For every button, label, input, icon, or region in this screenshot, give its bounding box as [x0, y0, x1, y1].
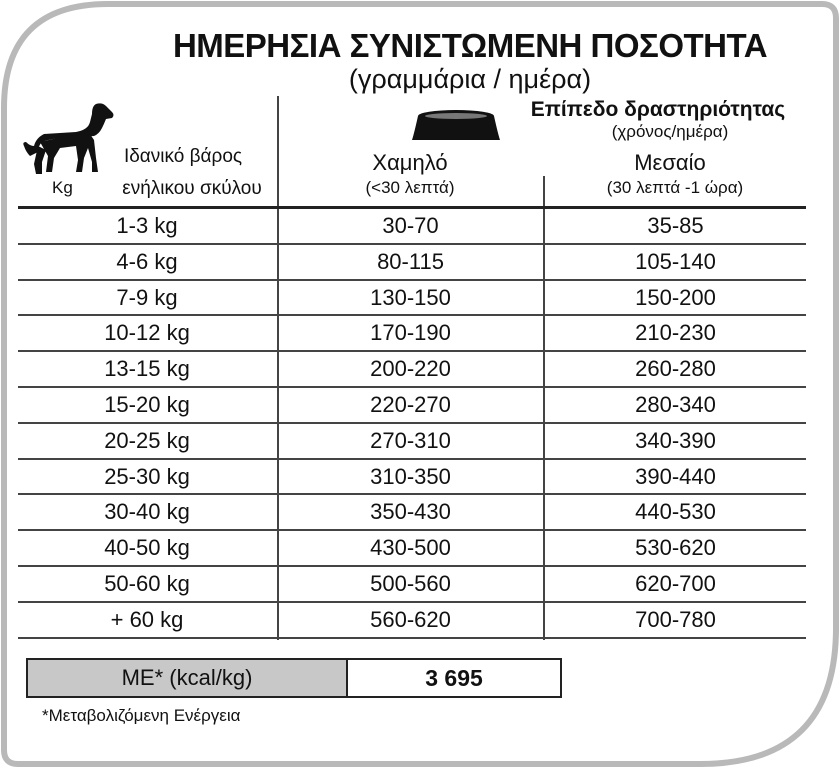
- column-low-name: Χαμηλό: [372, 150, 448, 175]
- weight-cell: 15-20 kg: [104, 392, 190, 417]
- table-row: [18, 494, 806, 530]
- low-activity-cell: 310-350: [370, 463, 451, 489]
- low-activity-cell: 130-150: [370, 284, 451, 310]
- low-activity-cell: 220-270: [370, 392, 451, 417]
- low-activity-cell: 200-220: [370, 356, 451, 382]
- table-row: [18, 602, 806, 638]
- weight-cell: 1-3 kg: [116, 213, 178, 238]
- medium-activity-cell: 440-530: [635, 499, 716, 525]
- low-activity-cell: 170-190: [370, 320, 451, 346]
- weight-cell: 13-15 kg: [104, 356, 190, 382]
- medium-activity-cell: 260-280: [635, 356, 716, 382]
- page-subtitle: (γραμμάρια / ημέρα): [348, 64, 592, 94]
- table-row: [18, 351, 806, 387]
- low-activity-cell: 430-500: [370, 535, 451, 561]
- table-row: [18, 280, 806, 316]
- medium-activity-cell: 35-85: [647, 213, 704, 238]
- low-activity-cell: 500-560: [370, 571, 451, 596]
- weight-cell: 25-30 kg: [104, 463, 190, 489]
- table-row: [18, 208, 806, 244]
- medium-activity-cell: 390-440: [635, 463, 716, 489]
- table-row: [18, 459, 806, 495]
- medium-activity-cell: 620-700: [635, 571, 716, 596]
- weight-cell: + 60 kg: [110, 606, 184, 632]
- column-medium-name: Μεσαίο: [634, 150, 706, 175]
- medium-activity-cell: 210-230: [635, 320, 716, 346]
- weight-cell: 40-50 kg: [104, 535, 190, 561]
- food-bowl-icon: [410, 108, 502, 146]
- activity-header-subtitle: (χρόνος/ημέρα): [611, 122, 729, 141]
- table-row: [18, 387, 806, 423]
- weight-cell: 10-12 kg: [104, 320, 190, 346]
- footnote: *Μεταβολιζόμενη Ενέργεια: [42, 706, 241, 725]
- table-row: [18, 315, 806, 351]
- low-activity-cell: 350-430: [370, 499, 451, 525]
- energy-box: [26, 658, 562, 698]
- table-row: [18, 566, 806, 602]
- page-title: ΗΜΕΡΗΣΙΑ ΣΥΝΙΣΤΩΜΕΝΗ ΠΟΣΟΤΗΤΑ: [172, 27, 768, 64]
- column-medium-detail: (30 λεπτά -1 ώρα): [606, 178, 744, 197]
- energy-label: ME* (kcal/kg): [28, 660, 348, 696]
- weight-cell: 50-60 kg: [104, 571, 190, 596]
- weight-header-line2: ενήλικου σκύλου: [122, 178, 262, 199]
- medium-activity-cell: 530-620: [635, 535, 716, 561]
- medium-activity-cell: 105-140: [635, 248, 716, 274]
- weight-cell: 4-6 kg: [116, 248, 178, 274]
- weight-cell: 30-40 kg: [104, 499, 190, 525]
- low-activity-cell: 80-115: [377, 248, 444, 274]
- energy-value: 3 695: [425, 665, 483, 691]
- row-divider: [18, 637, 806, 639]
- low-activity-cell: 30-70: [382, 213, 439, 238]
- column-low-detail: (<30 λεπτά): [365, 178, 455, 197]
- medium-activity-cell: 280-340: [635, 392, 716, 417]
- activity-header-title: Επίπεδο δραστηριότητας: [530, 98, 786, 121]
- table-row: [18, 423, 806, 459]
- weight-cell: 7-9 kg: [116, 284, 178, 310]
- weight-header-line1: Ιδανικό βάρος: [123, 146, 243, 167]
- medium-activity-cell: 340-390: [635, 427, 716, 453]
- weight-unit-label: Kg: [52, 178, 73, 197]
- dog-icon: [16, 102, 116, 178]
- table-row: [18, 530, 806, 566]
- low-activity-cell: 560-620: [370, 606, 451, 632]
- weight-cell: 20-25 kg: [104, 427, 190, 453]
- medium-activity-cell: 150-200: [635, 284, 716, 310]
- low-activity-cell: 270-310: [370, 427, 451, 453]
- table-row: [18, 244, 806, 280]
- medium-activity-cell: 700-780: [635, 606, 716, 632]
